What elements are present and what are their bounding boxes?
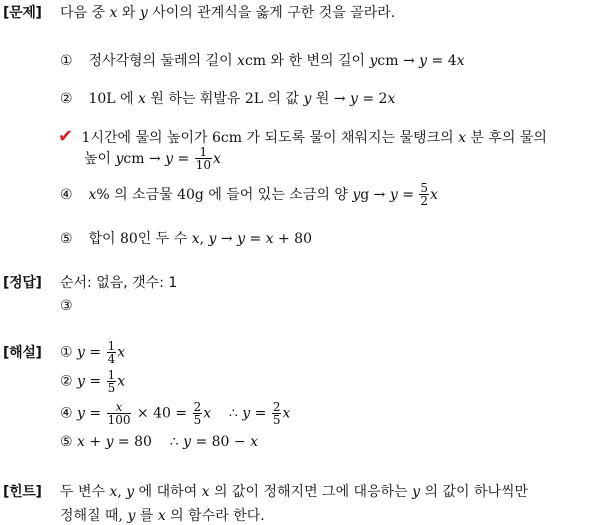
hint-line-1: 두 변수 x, y 에 대하여 x 의 값이 정해지면 그에 대응하는 y 의 값이 하나씩만 [60, 484, 529, 500]
option-4[interactable] [60, 182, 438, 207]
option-3-line2 [84, 146, 221, 171]
option-2-mark: ② [60, 91, 73, 107]
option-1-mark: ① [60, 53, 73, 69]
option-3[interactable] [58, 126, 547, 147]
option-4-mark: ④ [60, 186, 73, 203]
option-1-text: 정사각형의 둘레의 길이 xcm 와 한 변의 길이 ycm → y = 4x [88, 53, 465, 69]
explanation-line-3: ④ y = $\frac{x}{100}$ × 40 = $\frac{2}{5}$ x ∴ y = $\frac{2}{5}$ x [60, 400, 291, 427]
check-mark-icon: ✔ [58, 126, 74, 147]
answer-value: ③ [60, 298, 73, 314]
explanation-line-2: ② y = $\frac{1}{5}$ x [60, 368, 126, 395]
option-4-text: x% 의 소금물 40g 에 들어 있는 소금의 양 yg → y = $\frac{5}{2}$ x [88, 181, 438, 208]
option-5[interactable] [60, 228, 312, 248]
option-2[interactable] [60, 88, 395, 108]
explanation-tag: [해설] [3, 345, 42, 361]
question-text-visual: 다음 중 x 와 y 사이의 관계식을 옳게 구한 것을 골라라. [60, 5, 396, 21]
hint-line-2: 정해질 때, y 를 x 의 함수라 한다. [60, 508, 265, 524]
problem-tag: [문제] [3, 5, 42, 21]
option-1[interactable] [60, 50, 465, 70]
option-3-text-line2: 높이 ycm → y = $\frac{1}{10}$ x [84, 145, 221, 172]
explanation-line-4: ⑤ x + y = 80 ∴ y = 80 − x [60, 434, 258, 450]
explanation-line-1: ① y = $\frac{1}{4}$ x [60, 339, 126, 366]
answer-meta: 순서: 없음, 갯수: 1 [60, 275, 178, 291]
option-5-mark: ⑤ [60, 231, 73, 247]
option-5-text: 합이 80인 두 수 x, y → y = x + 80 [88, 231, 312, 247]
answer-tag: [정답] [3, 275, 42, 291]
question-text [60, 2, 395, 22]
option-2-text: 10L 에 x 원 하는 휘발유 2L 의 값 y 원 → y = 2x [88, 91, 396, 107]
option-3-text-line1: 1시간에 물의 높이가 6cm 가 되도록 물이 채워지는 물탱크의 x 분 후의 물의 [81, 130, 547, 146]
hint-tag: [힌트] [3, 484, 42, 500]
